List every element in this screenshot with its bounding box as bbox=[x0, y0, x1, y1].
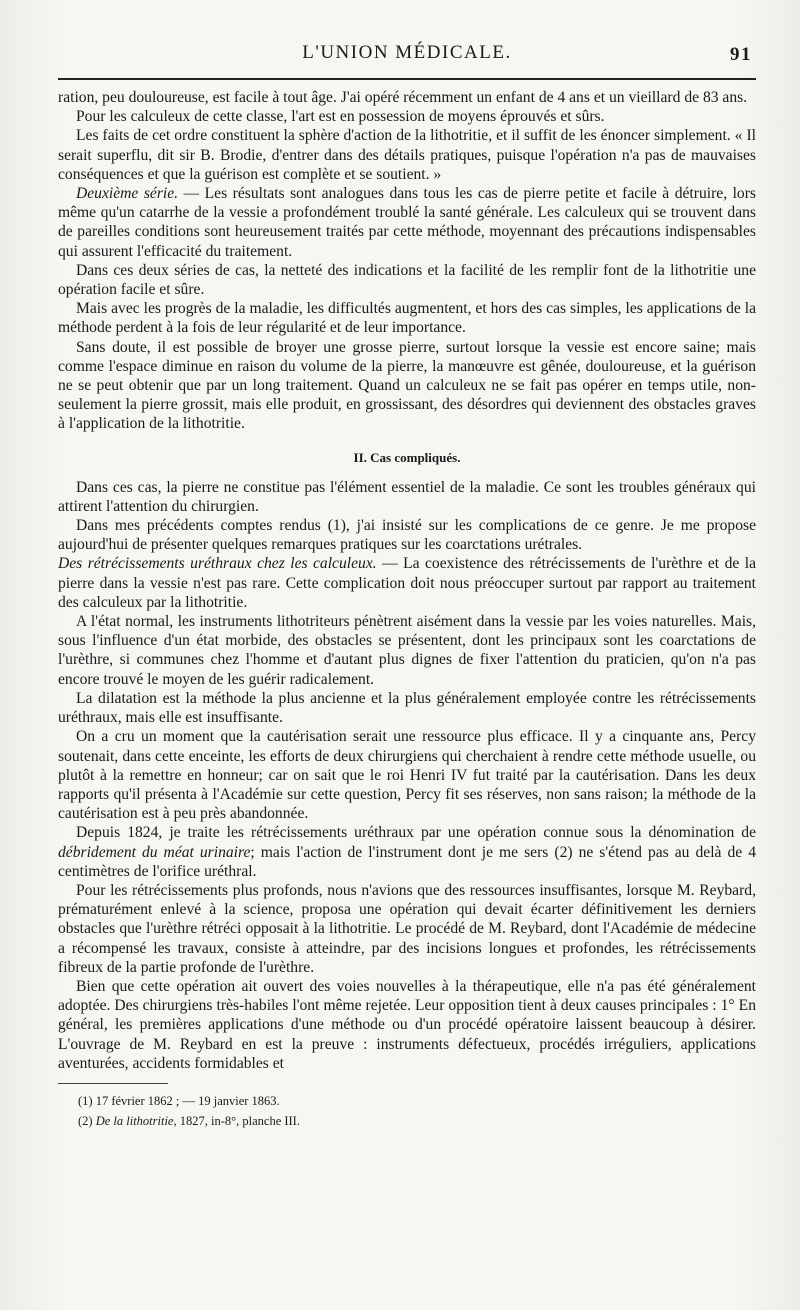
italic-term: débridement du méat urinaire bbox=[58, 843, 251, 861]
paragraph: Les faits de cet ordre constituent la sphère d'action de la lithotritie, et il suffit de les énoncer simplement. « Il serait superflu, dit sir B. Brodie, d'entrer dans des détails pratiques, puisque l'opération n'a pas de mauvaises conséquences et que la guérison est complète et se soutient. » bbox=[58, 127, 756, 183]
paragraph: Dans ces deux séries de cas, la netteté des indications et la facilité de les remplir font de la lithotritie une opération facile et sûre. bbox=[58, 261, 756, 299]
body-text bbox=[58, 88, 756, 1073]
paragraph-text: Depuis 1824, je traite les rétrécissements uréthraux par une opération connue sous la dénomination de bbox=[76, 824, 756, 842]
paragraph: Pour les calculeux de cette classe, l'art est en possession de moyens éprouvés et sûrs. bbox=[76, 108, 605, 126]
paragraph bbox=[58, 823, 756, 881]
footnote-title: De la lithotritie bbox=[95, 1113, 174, 1128]
paragraph bbox=[58, 184, 756, 261]
italic-lead: Des rétrécissements uréthraux chez les calculeux. bbox=[58, 555, 377, 573]
paragraph: On a cru un moment que la cautérisation serait une ressource plus efficace. Il y a cinquante ans, Percy soutenait, dans cette enceinte, les efforts de deux chirurgiens qui cherchaient à rendre cette méthode usuelle, ou plutôt à la remettre en honneur; car on sait que le roi Henri IV fut traité par la cautérisation. Dans les deux rapports qu'il présenta à l'Académie sur cette question, Percy fit ses réserves, non sans raison; la méthode de la cautérisation est à peu près abandonnée. bbox=[58, 728, 756, 823]
paragraph: Dans mes précédents comptes rendus (1), j'ai insisté sur les complications de ce genre. Je me propose aujourd'hui de présenter quelques remarques pratiques sur les coarctations urétrales. bbox=[58, 517, 756, 554]
paragraph-text: — La coexistence des rétrécissements de l'urèthre et de la pierre dans la vessie n'est pas rare. Cette complication doit nous préoccuper surtout par rapport au traitement des calculeux par la lithotritie. bbox=[58, 555, 756, 611]
paragraph: Sans doute, il est possible de broyer une grosse pierre, surtout lorsque la vessie est encore saine; mais comme l'espace diminue en raison du volume de la pierre, la manœuvre est gênée, douloureuse, et la guérison ne se peut obtenir que par un long traitement. Quand un calculeux ne se fait pas opérer en temps utile, non-seulement la pierre grossit, mais elle produit, en grossissant, des désordres qui deviennent des obstacles graves à l'application de la lithotritie. bbox=[58, 338, 756, 433]
footnotes bbox=[58, 1092, 756, 1130]
paragraph bbox=[58, 554, 756, 612]
section-heading: II. Cas compliqués. bbox=[353, 449, 461, 465]
paragraph: La dilatation est la méthode la plus ancienne et la plus généralement employée contre les rétrécissements uréthraux, mais elle est insuffisante. bbox=[58, 689, 756, 727]
paragraph: Bien que cette opération ait ouvert des voies nouvelles à la thérapeutique, elle n'a pas été généralement adoptée. Des chirurgiens très-habiles l'ont même rejetée. Leur opposition tient à deux causes principales : 1° En général, les premières applications d'une méthode ou d'un procédé opératoire laissent beaucoup à désirer. L'ouvrage de M. Reybard en est la preuve : instruments défectueux, procédés irréguliers, applications aventurées, accidents formidables et bbox=[58, 977, 756, 1072]
paragraph-text: ; mais l'action de l'instrument dont je me sers (2) ne s'étend pas au delà de 4 centimètres de l'orifice uréthral. bbox=[58, 843, 756, 880]
paragraph: Dans ces cas, la pierre ne constitue pas l'élément essentiel de la maladie. Ce sont les troubles généraux qui attirent l'attention du chirurgien. bbox=[58, 478, 756, 515]
paragraph: A l'état normal, les instruments lithotriteurs pénètrent aisément dans la vessie par les voies naturelles. Mais, sous l'influence d'un état morbide, des obstacles se présentent, dont les principaux sont les coarctations de l'urèthre, si communes chez l'homme et d'autant plus dignes de fixer l'attention du praticien, qu'on n'a pas encore trouvé le moyen de les guérir radicalement. bbox=[58, 613, 756, 688]
page-number: 91 bbox=[730, 44, 752, 65]
paragraph: ration, peu douloureuse, est facile à tout âge. J'ai opéré récemment un enfant de 4 ans et un vieillard de 83 ans. bbox=[58, 89, 748, 106]
paragraph: Mais avec les progrès de la maladie, les difficultés augmentent, et hors des cas simples, les applications de la méthode perdent à la fois de leur régularité et de leur importance. bbox=[58, 300, 756, 337]
header-rule bbox=[58, 78, 756, 80]
footnote-text: , 1827, in-8°, planche III. bbox=[173, 1113, 300, 1128]
footnote-marker: (2) bbox=[78, 1113, 96, 1128]
paragraph: Pour les rétrécissements plus profonds, nous n'avions que des ressources insuffisantes, lorsque M. Reybard, prématurément enlevé à la science, proposa une opération qui devait écarter définitivement les derniers obstacles que l'urèthre rétréci opposait à la lithotritie. Le procédé de M. Reybard, dont l'Académie de médecine a récompensé les travaux, consiste à atteindre, par des incisions longues et profondes, les rétrécissements fibreux de la partie profonde de l'urèthre. bbox=[58, 881, 756, 976]
journal-title: L'UNION MÉDICALE. bbox=[302, 42, 512, 63]
running-head bbox=[58, 42, 756, 74]
italic-lead: Deuxième série. bbox=[76, 185, 179, 203]
footnote-rule bbox=[58, 1083, 168, 1084]
footnote-1: (1) 17 février 1862 ; — 19 janvier 1863. bbox=[78, 1093, 280, 1108]
paragraph-text: — Les résultats sont analogues dans tous les cas de pierre petite et facile à détruire, lors même qu'un catarrhe de la vessie a profondément troublé la santé générale. Les calculeux qui se trouvent dans de pareilles conditions sont heureusement traités par cette méthode, moyennant des précautions indispensables qui assurent l'efficacité du traitement. bbox=[58, 185, 756, 260]
footnote-2 bbox=[78, 1112, 756, 1130]
